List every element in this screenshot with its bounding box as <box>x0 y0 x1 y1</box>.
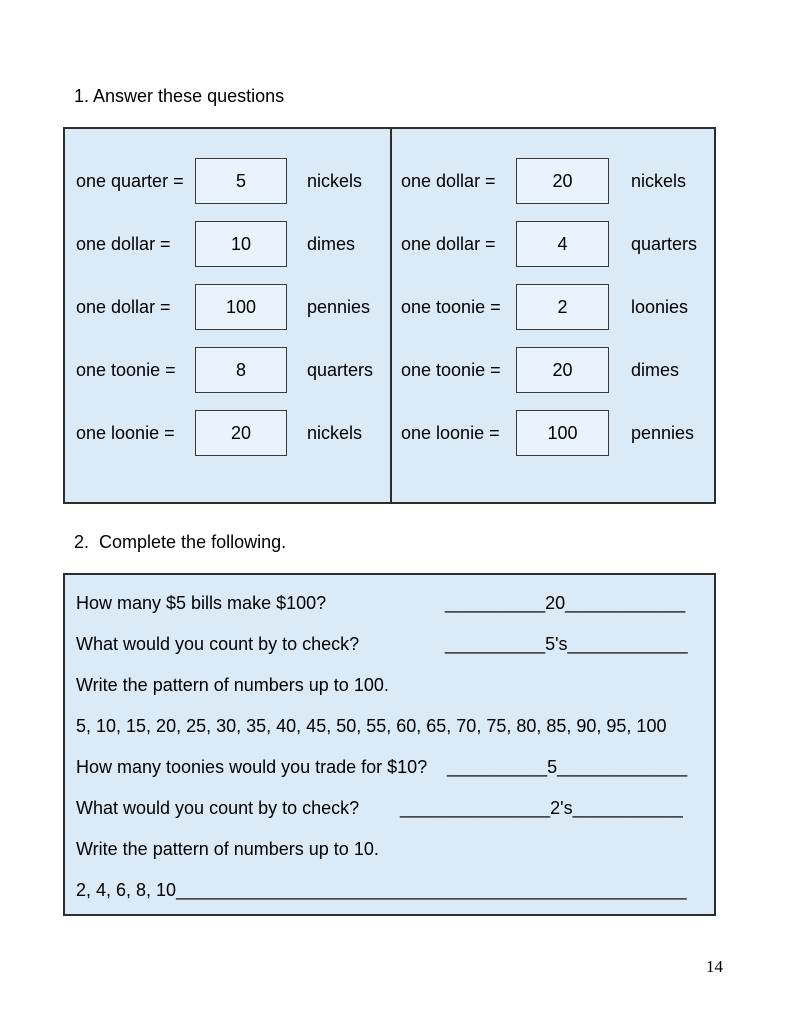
answer-box[interactable] <box>516 284 609 330</box>
conversion-label: one dollar = <box>76 296 171 317</box>
conversion-label: one loonie = <box>76 422 175 443</box>
answer-value: 5 <box>235 170 246 191</box>
question-line <box>76 829 714 870</box>
conversion-row <box>401 410 714 456</box>
answer-line: __________5_____________ <box>447 757 688 777</box>
conversion-unit: quarters <box>631 233 698 254</box>
conversion-label: one dollar = <box>76 233 171 254</box>
conversion-row <box>401 284 714 330</box>
question-text: How many toonies would you trade for $10? <box>76 757 428 777</box>
conversion-unit: nickels <box>307 170 363 191</box>
answer-box[interactable] <box>195 158 287 204</box>
question-text: How many $5 bills make $100? <box>76 593 327 613</box>
question-text: Write the pattern of numbers up to 100. <box>76 675 389 695</box>
answer-value: 100 <box>225 296 257 317</box>
conversion-label: one toonie = <box>76 359 176 380</box>
conversion-unit: loonies <box>631 296 689 317</box>
conversion-row <box>76 347 390 393</box>
answer-line: _______________2's___________ <box>400 798 683 818</box>
conversion-row <box>76 284 390 330</box>
question-line <box>76 747 714 788</box>
question-line <box>76 665 714 706</box>
question-text: 5, 10, 15, 20, 25, 30, 35, 40, 45, 50, 55, 60, 65, 70, 75, 80, 85, 90, 95, 100 <box>76 716 667 736</box>
section1-left-column <box>65 129 392 502</box>
conversion-label: one dollar = <box>401 170 496 191</box>
answer-value: 10 <box>230 233 252 254</box>
question-text: What would you count by to check? <box>76 634 360 654</box>
conversion-unit: nickels <box>307 422 363 443</box>
answer-box[interactable] <box>195 347 287 393</box>
section1-panel <box>63 127 716 504</box>
conversion-unit: pennies <box>631 422 695 443</box>
question-text: 2, 4, 6, 8, 10 <box>76 880 177 900</box>
question-line <box>76 706 714 747</box>
conversion-unit: pennies <box>307 296 371 317</box>
question-text: What would you count by to check? <box>76 798 360 818</box>
conversion-label: one loonie = <box>401 422 500 443</box>
question-line <box>76 624 714 665</box>
conversion-label: one toonie = <box>401 296 501 317</box>
conversion-label: one toonie = <box>401 359 501 380</box>
answer-box[interactable] <box>195 410 287 456</box>
question-line <box>76 870 714 911</box>
conversion-row <box>401 221 714 267</box>
conversion-label: one dollar = <box>401 233 496 254</box>
answer-line: ___________________________________________________ <box>176 880 687 900</box>
answer-value: 20 <box>552 359 573 380</box>
answer-box[interactable] <box>516 221 609 267</box>
conversion-unit: nickels <box>631 170 687 191</box>
section2-panel <box>63 573 716 916</box>
section1-right-column <box>392 129 714 502</box>
answer-value: 4 <box>557 233 568 254</box>
answer-value: 8 <box>235 359 246 380</box>
answer-box[interactable] <box>516 410 609 456</box>
conversion-unit: dimes <box>307 233 356 254</box>
section2-title: 2. Complete the following. <box>74 532 287 552</box>
conversion-unit: quarters <box>307 359 374 380</box>
answer-value: 100 <box>547 422 578 443</box>
question-line <box>76 788 714 829</box>
question-line <box>76 583 714 624</box>
question-text: Write the pattern of numbers up to 10. <box>76 839 379 859</box>
conversion-row <box>401 158 714 204</box>
answer-box[interactable] <box>516 158 609 204</box>
answer-value: 20 <box>230 422 252 443</box>
section1-title: 1. Answer these questions <box>74 86 285 106</box>
answer-value: 20 <box>552 170 573 191</box>
conversion-row <box>76 221 390 267</box>
answer-line: __________20____________ <box>445 593 686 613</box>
conversion-row <box>76 410 390 456</box>
answer-box[interactable] <box>195 284 287 330</box>
conversion-row <box>401 347 714 393</box>
answer-value: 2 <box>557 296 568 317</box>
answer-box[interactable] <box>195 221 287 267</box>
page-number: 14 <box>706 957 723 976</box>
answer-line: __________5's____________ <box>445 634 688 654</box>
answer-box[interactable] <box>516 347 609 393</box>
conversion-label: one quarter = <box>76 170 184 191</box>
conversion-unit: dimes <box>631 359 680 380</box>
conversion-row <box>76 158 390 204</box>
